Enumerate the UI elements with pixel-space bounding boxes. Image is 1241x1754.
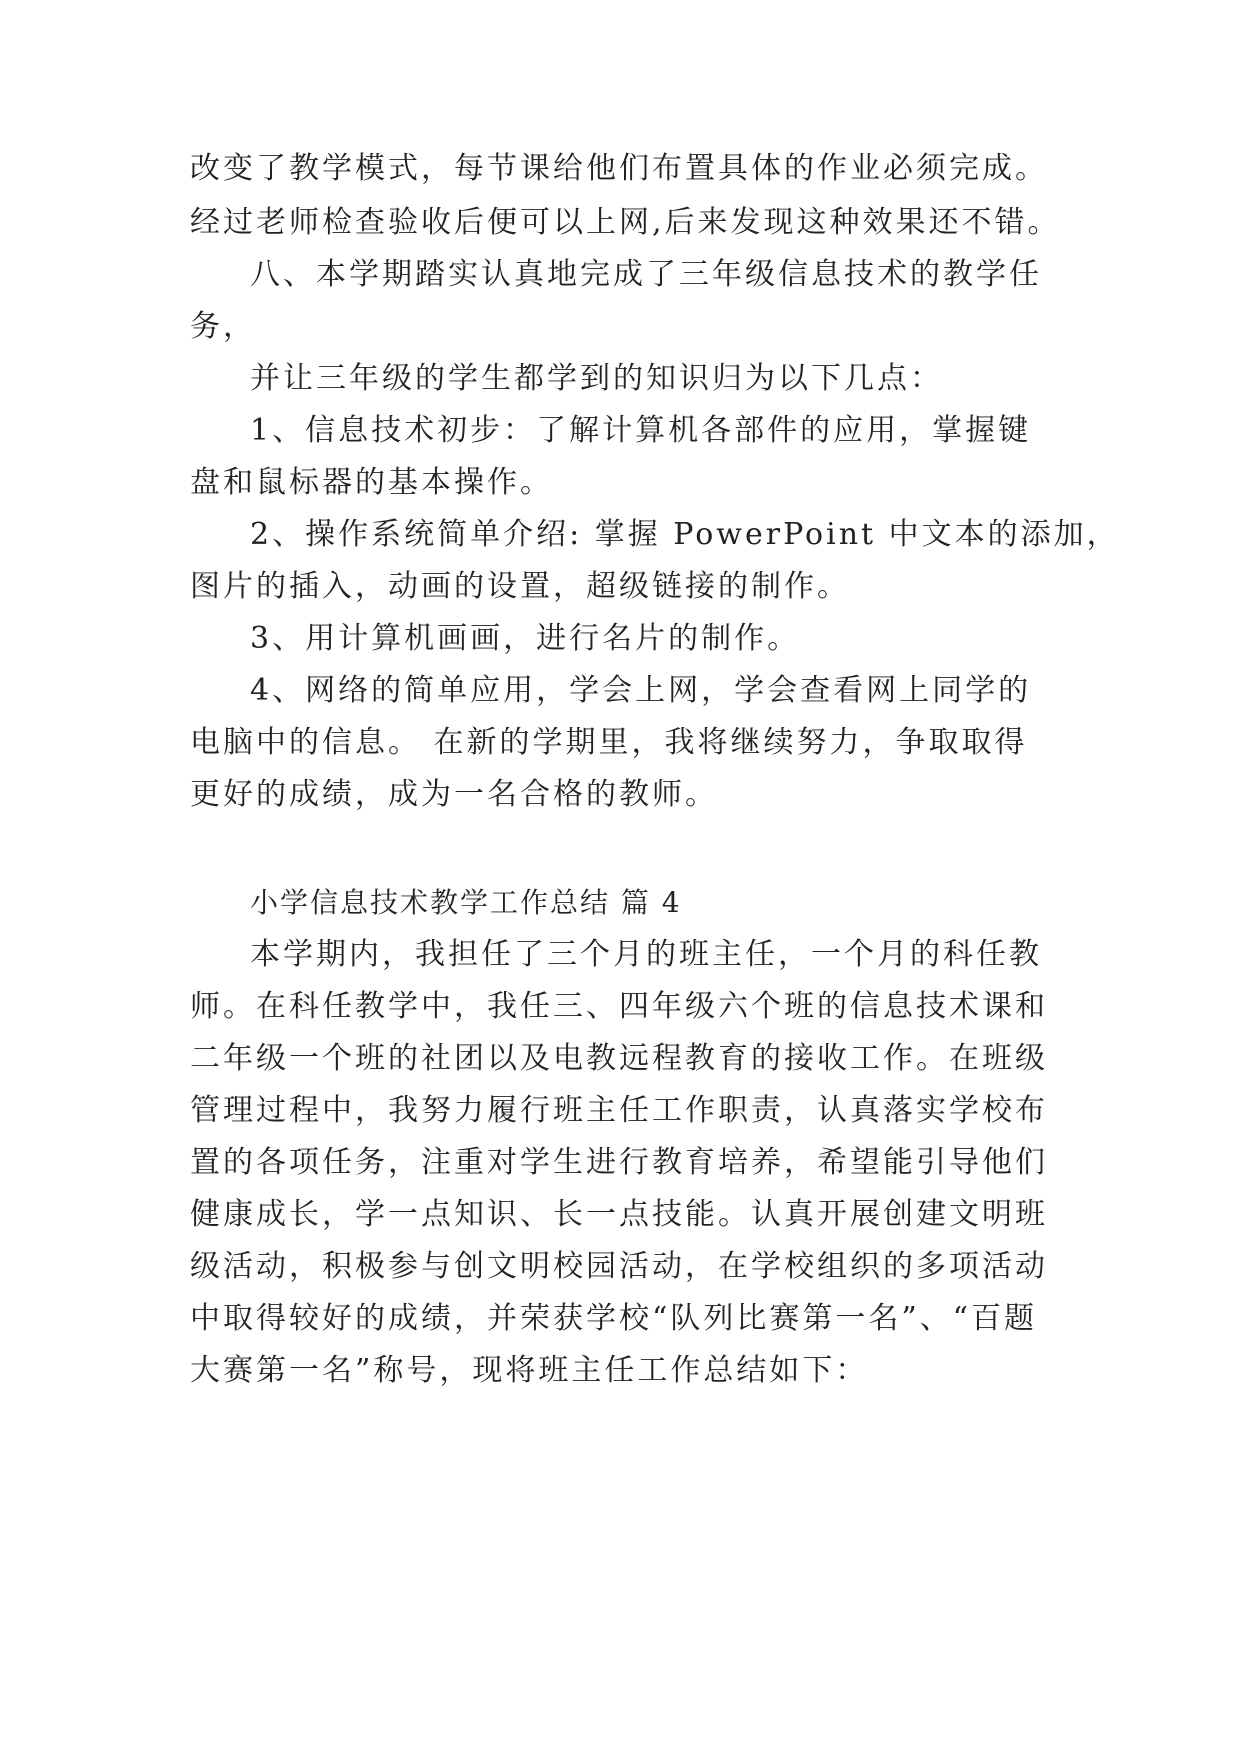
text-line: 更好的成绩，成为一名合格的教师。 — [190, 777, 718, 812]
text-line: 电脑中的信息。 在新的学期里，我将继续努力，争取取得 — [190, 725, 1028, 760]
text-line: 二年级一个班的社团以及电教远程教育的接收工作。在班级 — [190, 1041, 1048, 1076]
text-line: 健康成长，学一点知识、长一点技能。认真开展创建文明班 — [190, 1197, 1048, 1232]
text-line: 大赛第一名”称号，现将班主任工作总结如下： — [190, 1353, 869, 1388]
text-line: 管理过程中，我努力履行班主任工作职责，认真落实学校布 — [190, 1093, 1048, 1128]
text-line: 师。在科任教学中，我任三、四年级六个班的信息技术课和 — [190, 989, 1048, 1024]
text-line: 4、网络的简单应用，学会上网，学会查看网上同学的 — [250, 673, 1032, 708]
text-line: 置的各项任务，注重对学生进行教育培养，希望能引导他们 — [190, 1145, 1048, 1180]
text-line: 1、信息技术初步：了解计算机各部件的应用，掌握键 — [250, 413, 1032, 448]
text-line: 级活动，积极参与创文明校园活动，在学校组织的多项活动 — [190, 1249, 1048, 1284]
text-line: 经过老师检查验收后便可以上网,后来发现这种效果还不错。 — [190, 205, 1061, 240]
text-line: 2、操作系统简单介绍: 掌握 PowerPoint 中文本的添加， — [250, 517, 1120, 552]
text-line: 本学期内，我担任了三个月的班主任，一个月的科任教 — [250, 937, 1042, 972]
text-line: 务， — [190, 309, 256, 344]
text-line: 并让三年级的学生都学到的知识归为以下几点： — [250, 361, 943, 396]
text-line: 改变了教学模式，每节课给他们布置具体的作业必须完成。 — [190, 151, 1048, 186]
text-line: 图片的插入，动画的设置，超级链接的制作。 — [190, 569, 850, 604]
text-line: 盘和鼠标器的基本操作。 — [190, 465, 553, 500]
section-heading: 小学信息技术教学工作总结 篇 4 — [250, 886, 682, 919]
text-line: 八、本学期踏实认真地完成了三年级信息技术的教学任 — [250, 257, 1042, 292]
text-line: 中取得较好的成绩，并荣获学校“队列比赛第一名”、“百题 — [190, 1301, 1038, 1336]
text-line: 3、用计算机画画，进行名片的制作。 — [250, 621, 801, 656]
